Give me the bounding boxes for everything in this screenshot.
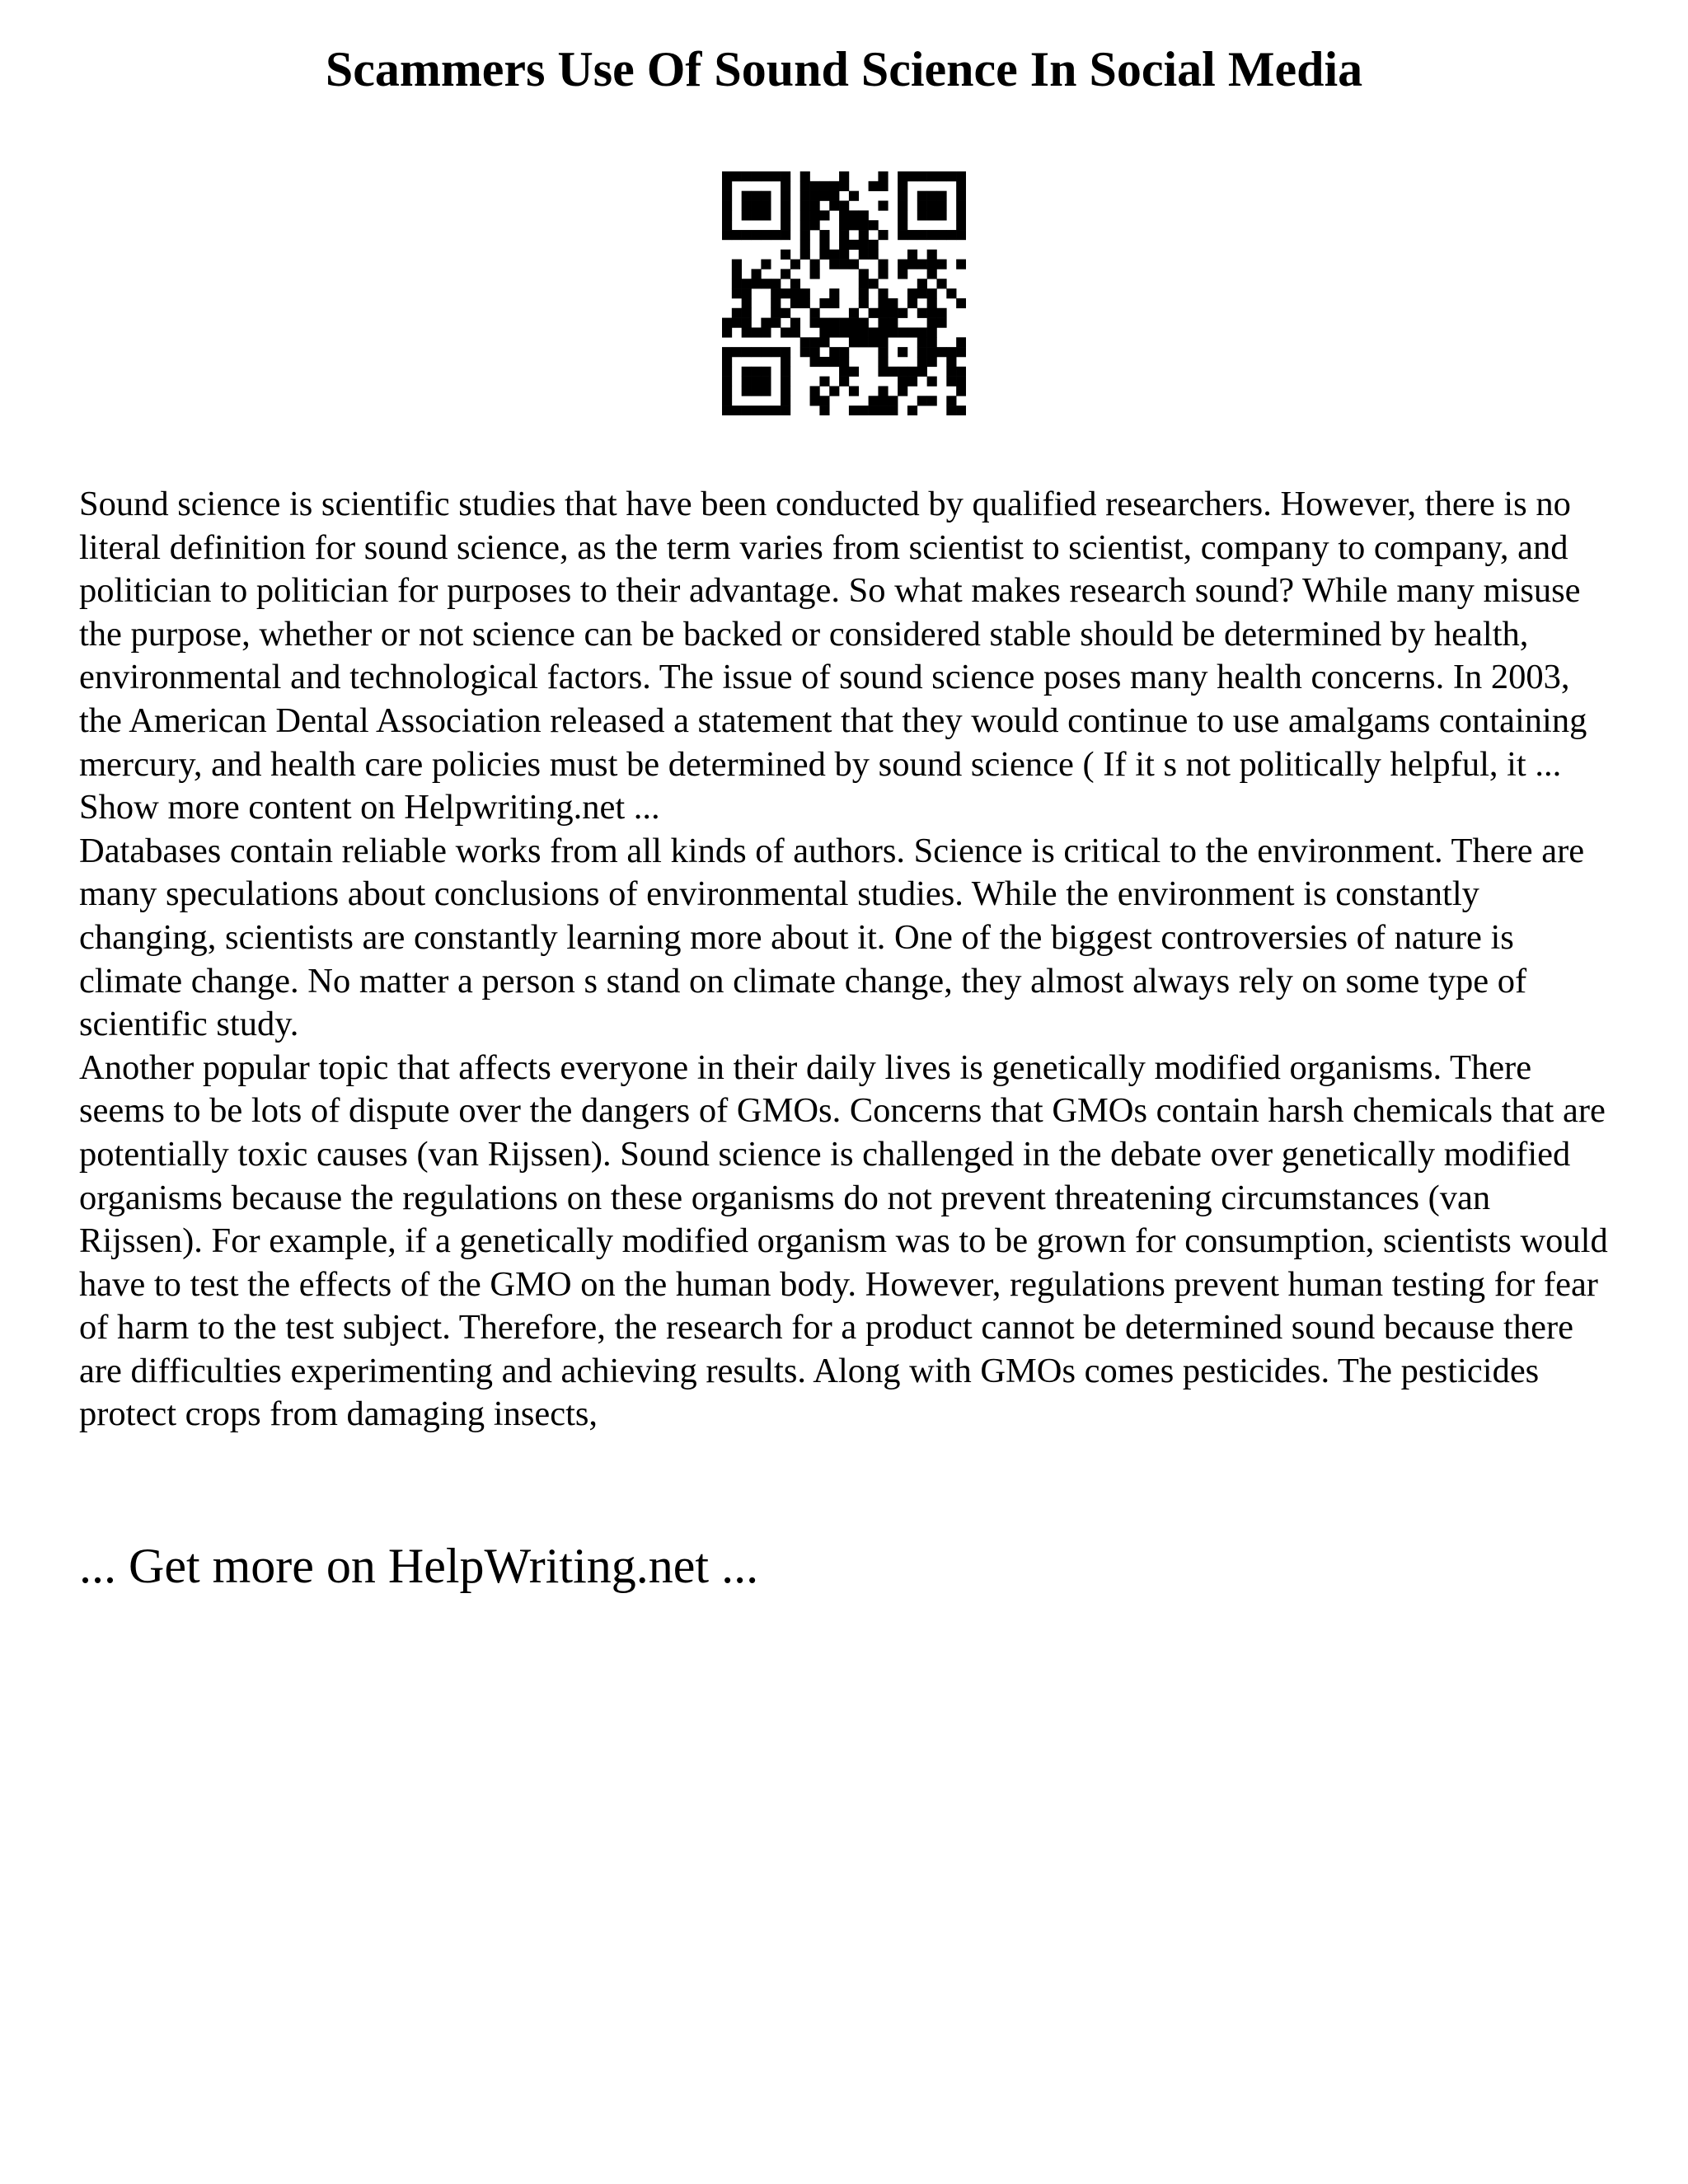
qr-code-icon xyxy=(722,171,966,415)
paragraph: Another popular topic that affects everyone in their daily lives is genetically modified organisms. There seems to be lots of dispute over the dangers of GMOs. Concerns that GMOs contain harsh chemicals that are potentially toxic causes (van Rijssen). Sound science is challenged in the debate over genetically modified organisms because the regulations on these organisms do not prevent threatening circumstances (van Rijssen). For example, if a genetically modified organism was to be grown for consumption, scientists would have to test the effects of the GMO on the human body. However, regulations prevent human testing for fear of harm to the test subject. Therefore, the research for a product cannot be determined sound because there are difficulties experimenting and achieving results. Along with GMOs comes pesticides. The pesticides protect crops from damaging insects, xyxy=(79,1047,1608,1434)
get-more-link[interactable]: ... Get more on HelpWriting.net ... xyxy=(79,1539,759,1593)
paragraph: Sound science is scientific studies that have been conducted by qualified researchers. However, there is no literal definition for sound science, as the term varies from scientist to scientist, company to company, and politician to politician for purposes to their advantage. So what makes research sound? While many misuse the purpose, whether or not science can be backed or considered stable should be determined by health, environmental and technological factors. The issue of sound science poses many health concerns. In 2003, the American Dental Association released a statement that they would continue to use amalgams containing mercury, and health care policies must be determined by sound science ( If it s not politically helpful, it ... Show more content on Helpwriting.net ... xyxy=(79,485,1587,827)
paragraph: Databases contain reliable works from all kinds of authors. Science is critical to the environment. There are many speculations about conclusions of environmental studies. While the environment is constantly changing, scientists are constantly learning more about it. One of the biggest controversies of nature is climate change. No matter a person s stand on climate change, they almost always rely on some type of scientific study. xyxy=(79,831,1585,1044)
article-body xyxy=(79,483,1609,1436)
page-title: Scammers Use Of Sound Science In Social Media xyxy=(325,42,1363,96)
